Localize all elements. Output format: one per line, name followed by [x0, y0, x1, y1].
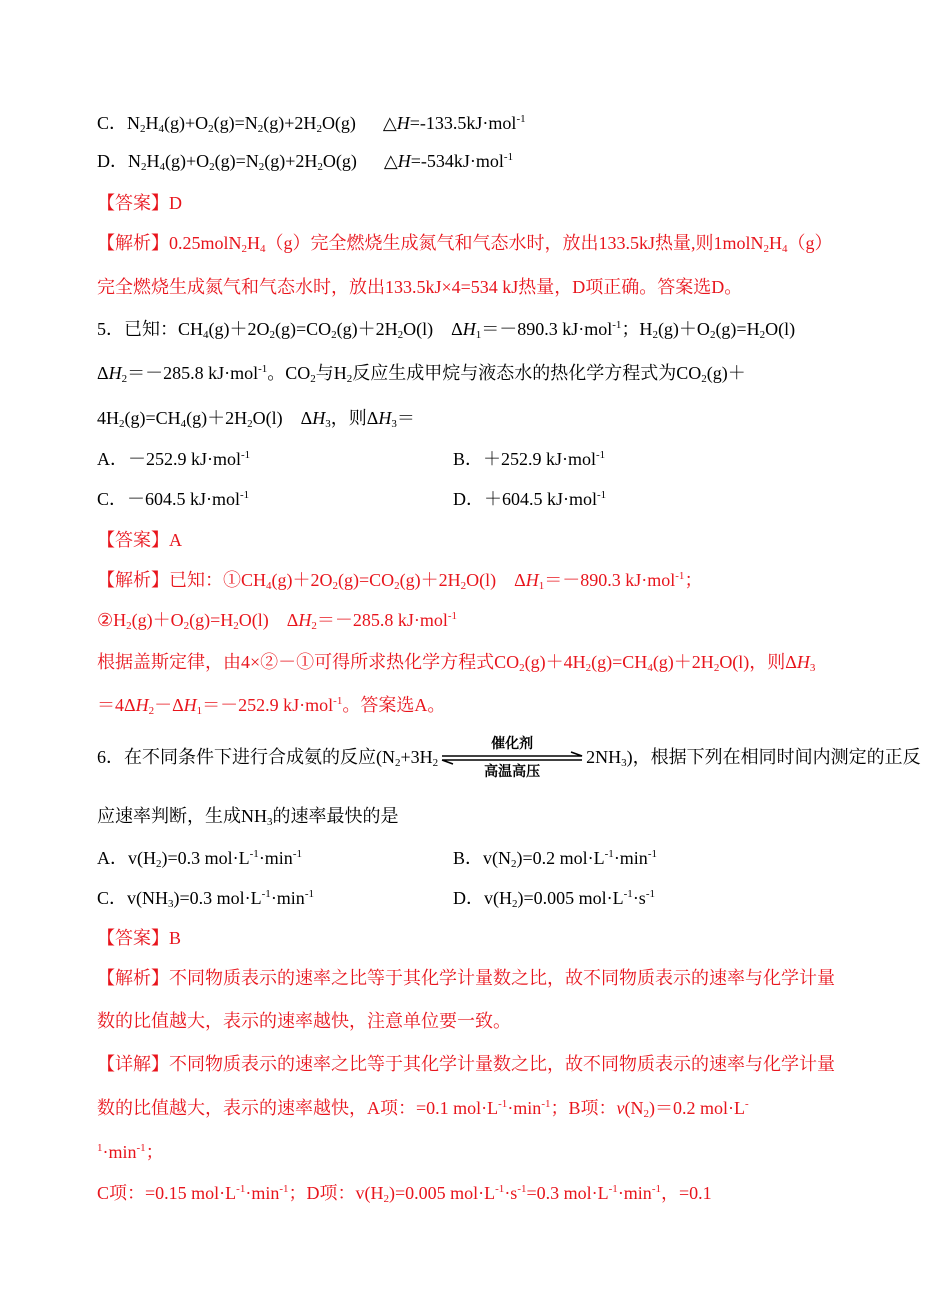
subscript: 2 — [257, 123, 264, 135]
italic-variable: H — [108, 363, 122, 383]
superscript: -1 — [516, 113, 526, 125]
superscript: -1 — [249, 848, 259, 860]
subscript: 4 — [782, 243, 788, 255]
subscript: 2 — [311, 620, 317, 632]
subscript: 2 — [432, 757, 439, 769]
q4-answer: 【答案】D — [97, 193, 182, 213]
q6-detail-line-3: $^1\cdot\min^{-1}$； — [97, 1142, 164, 1162]
subscript: 4 — [647, 662, 653, 674]
subscript: 3 — [168, 898, 174, 910]
q6-analysis-line-1: 【解析】不同物质表示的速率之比等于其化学计量数之比，故不同物质表示的速率与化学计量 — [97, 968, 835, 988]
superscript: -1 — [503, 151, 514, 163]
q4-analysis-line-1: 【解析】$0.25molN_2H_4(g)$完全燃烧生成氮气和气态水时，放出133.5kJ热量,则$1molN_2H_4(g)$ — [97, 233, 833, 255]
q4-option-d: D．$N_2H_4(g)+O_2(g)=N_2(g)+2H_2O(g)$ △H=-534kJ·mol$^{-1}$ — [97, 151, 514, 173]
superscript: - — [745, 1098, 749, 1110]
subscript: 1 — [475, 329, 482, 341]
q5-stem-line-1: 5．已知：$CH_4(g)+2O_2(g)=CO_2(g)+2H_2O(l)$ $\Delta H_1=-890.3$ kJ·mol$^{-1}$；$H_2(g)+O_2(g)=H_2O(l)$ — [97, 319, 796, 341]
superscript: -1 — [498, 1098, 508, 1110]
italic-variable: H — [525, 570, 539, 590]
subscript: 2 — [269, 329, 276, 341]
q5-options-row-1 — [0, 447, 950, 471]
superscript: -1 — [136, 1142, 146, 1154]
subscript: 2 — [209, 161, 215, 173]
italic-variable: H — [135, 695, 149, 715]
arrow-condition-catalyst: 催化剂 — [491, 735, 534, 752]
superscript: -1 — [675, 570, 685, 582]
superscript: -1 — [541, 1098, 551, 1110]
italic-variable: H — [183, 695, 197, 715]
subscript: 4 — [260, 243, 266, 255]
subscript: 2 — [397, 329, 404, 341]
subscript: 2 — [119, 418, 125, 430]
subscript: 4 — [158, 123, 165, 135]
subscript: 2 — [394, 580, 400, 592]
superscript: -1 — [604, 848, 614, 860]
q6-detail-line-2: 数的比值越大，表示的速率越快，A项：=0.1 $mol\cdot L^{-1}\cdot\min^{-1}$；B项：$v(N_2)=0.2$ mol·L- — [97, 1098, 749, 1120]
subscript: 2 — [156, 858, 162, 870]
subscript: 4 — [180, 418, 187, 430]
subscript: 2 — [148, 705, 155, 717]
superscript: -1 — [647, 848, 657, 860]
q4-option-c: C．$N_2H_4(g)+O_2(g)=N_2(g)+2H_2O(g)$ △H=-133.5kJ·mol$^{-1}$ — [97, 113, 526, 135]
superscript: -1 — [292, 848, 302, 860]
subscript: 2 — [317, 161, 323, 173]
arrow-condition-high-temp-pressure: 高温高压 — [484, 763, 541, 780]
subscript: 2 — [233, 620, 239, 632]
q5-option-b: B．＋252.9 kJ·mol$^{-1}$ — [453, 449, 606, 469]
subscript: 2 — [241, 243, 248, 255]
italic-variable: H — [397, 151, 411, 171]
subscript: 2 — [346, 373, 353, 385]
subscript: 2 — [383, 1193, 389, 1205]
superscript: -1 — [597, 489, 607, 501]
q5-answer: 【答案】A — [97, 530, 182, 550]
subscript: 2 — [512, 898, 518, 910]
subscript: 2 — [763, 243, 770, 255]
q6-stem-after-arrow: $2NH_3$)，根据下列在相同时间内测定的正反 — [586, 747, 921, 769]
q6-stem-line-1 — [97, 733, 921, 781]
subscript: 2 — [713, 662, 720, 674]
subscript: 2 — [331, 329, 337, 341]
q5-stem-line-3: $4H_2(g)=CH_4(g)+2H_2O(l)$ $\Delta H_3$，则$\Delta H_3=$ — [97, 408, 415, 430]
superscript: -1 — [612, 319, 622, 331]
superscript: -1 — [517, 1183, 527, 1195]
q5-analysis-line-1: 【解析】已知：$①CH_4(g)+2O_2(g)=CO_2(g)+2H_2O(l)$ $\Delta H_1=-890.3$ kJ·mol$^{-1}$； — [97, 570, 703, 592]
superscript: -1 — [333, 695, 343, 707]
italic-variable: H — [378, 408, 392, 428]
q6-options-row-1 — [0, 846, 950, 870]
subscript: 2 — [701, 373, 707, 385]
subscript: 2 — [258, 161, 265, 173]
subscript: 2 — [310, 373, 316, 385]
italic-variable: H — [312, 408, 326, 428]
q6-option-b: B．$v(N_2)=0.2$ $mol\cdot L^{-1}\cdot\min^{-1}$ — [453, 848, 657, 870]
italic-variable: H — [462, 319, 476, 339]
subscript: 2 — [585, 662, 592, 674]
subscript: 3 — [325, 418, 331, 430]
subscript: 2 — [643, 1108, 649, 1120]
subscript: 3 — [809, 662, 816, 674]
q5-option-a: A．－252.9 kJ·mol$^{-1}$ — [97, 449, 251, 469]
superscript: -1 — [240, 489, 250, 501]
q6-analysis-line-2: 数的比值越大，表示的速率越快，注意单位要一致。 — [97, 1011, 511, 1031]
subscript: 2 — [460, 580, 467, 592]
superscript: -1 — [608, 1183, 618, 1195]
q5-option-c: C．－604.5 kJ·mol$^{-1}$ — [97, 489, 250, 509]
superscript: -1 — [261, 888, 271, 900]
q6-option-a: A．$v(H_2)=0.3$ $mol\cdot L^{-1}\cdot\min^{-1}$ — [97, 848, 302, 870]
superscript: -1 — [258, 363, 268, 375]
subscript: 3 — [621, 757, 627, 769]
subscript: 2 — [652, 329, 658, 341]
subscript: 2 — [395, 757, 401, 769]
superscript: -1 — [236, 1183, 246, 1195]
subscript: 1 — [538, 580, 545, 592]
subscript: 4 — [203, 329, 209, 341]
subscript: 3 — [391, 418, 397, 430]
superscript: -1 — [304, 888, 314, 900]
subscript: 2 — [316, 123, 322, 135]
subscript: 3 — [267, 816, 273, 828]
equilibrium-arrow — [438, 736, 586, 782]
subscript: 2 — [126, 620, 132, 632]
subscript: 2 — [247, 418, 253, 430]
q5-stem-line-2: $\Delta H_2=-285.8$ kJ·mol$^{-1}$。$CO_2$与$H_2$反应生成甲烷与液态水的热化学方程式为$CO_2(g)+$ — [97, 363, 746, 385]
q6-option-d: D．$v(H_2)=0.005$ $mol\cdot L^{-1}\cdot s^{-1}$ — [453, 888, 655, 910]
italic-variable: H — [796, 652, 810, 672]
superscript: -1 — [279, 1183, 289, 1195]
q6-options-row-2 — [0, 886, 950, 910]
subscript: 2 — [121, 373, 128, 385]
q5-option-d: D．＋604.5 kJ·mol$^{-1}$ — [453, 489, 607, 509]
subscript: 4 — [159, 161, 165, 173]
superscript: -1 — [241, 449, 251, 461]
subscript: 2 — [519, 662, 525, 674]
subscript: 2 — [709, 329, 716, 341]
superscript: -1 — [623, 888, 633, 900]
subscript: 2 — [141, 161, 147, 173]
q6-option-c: C．$v(NH_3)=0.3$ $mol\cdot L^{-1}\cdot\min^{-1}$ — [97, 888, 314, 910]
q6-stem-line-2: 应速率判断，生成$NH_3$的速率最快的是 — [97, 806, 399, 828]
superscript: -1 — [447, 610, 458, 622]
q6-answer: 【答案】B — [97, 928, 182, 948]
q6-stem-before-arrow: 6．在不同条件下进行合成氨的反应($N_2+3H_2$ — [97, 747, 439, 769]
subscript: 4 — [266, 580, 272, 592]
superscript: 1 — [97, 1142, 103, 1154]
reversible-arrow-icon — [438, 752, 586, 764]
superscript: -1 — [651, 1183, 661, 1195]
q5-options-row-2 — [0, 487, 950, 511]
subscript: 2 — [140, 123, 146, 135]
subscript: 1 — [196, 705, 203, 717]
subscript: 2 — [511, 858, 517, 870]
subscript: 2 — [332, 580, 339, 592]
italic-variable: H — [298, 610, 312, 630]
italic-variable: v — [616, 1098, 625, 1118]
q5-analysis-line-2: $②H_2(g)+O_2(g)=H_2O(l)$ $\Delta H_2=-285.8$ kJ·mol$^{-1}$ — [97, 610, 458, 632]
subscript: 2 — [183, 620, 190, 632]
q6-detail-line-1: 【详解】不同物质表示的速率之比等于其化学计量数之比，故不同物质表示的速率与化学计量 — [97, 1054, 835, 1074]
italic-variable: H — [396, 113, 410, 133]
q5-analysis-line-4: $=4\Delta H_2-\Delta H_1=-252.9$ kJ·mol$^{-1}$。答案选A。 — [97, 695, 446, 717]
subscript: 2 — [759, 329, 766, 341]
subscript: 2 — [208, 123, 214, 135]
q6-detail-line-4: C项：=0.15 $mol\cdot L^{-1}\cdot\min^{-1}$；D项：$v(H_2)=0.005$ $mol\cdot L^{-1}\cdot s^{-1}=0.3$ $mol\cdot L^{-1}\cdot\min^{-1}$，=0.1 — [97, 1183, 712, 1205]
superscript: -1 — [495, 1183, 505, 1195]
superscript: -1 — [645, 888, 655, 900]
superscript: -1 — [596, 449, 606, 461]
q5-analysis-line-3: 根据盖斯定律，由4×②－①可得所求热化学方程式$CO_2(g)+4H_2(g)=CH_4(g)+2H_2O(l)$，则$\Delta H_3$ — [97, 652, 816, 674]
q4-analysis-line-2: 完全燃烧生成氮气和气态水时，放出133.5kJ×4=534 kJ热量，D项正确。答案选D。 — [97, 277, 743, 297]
